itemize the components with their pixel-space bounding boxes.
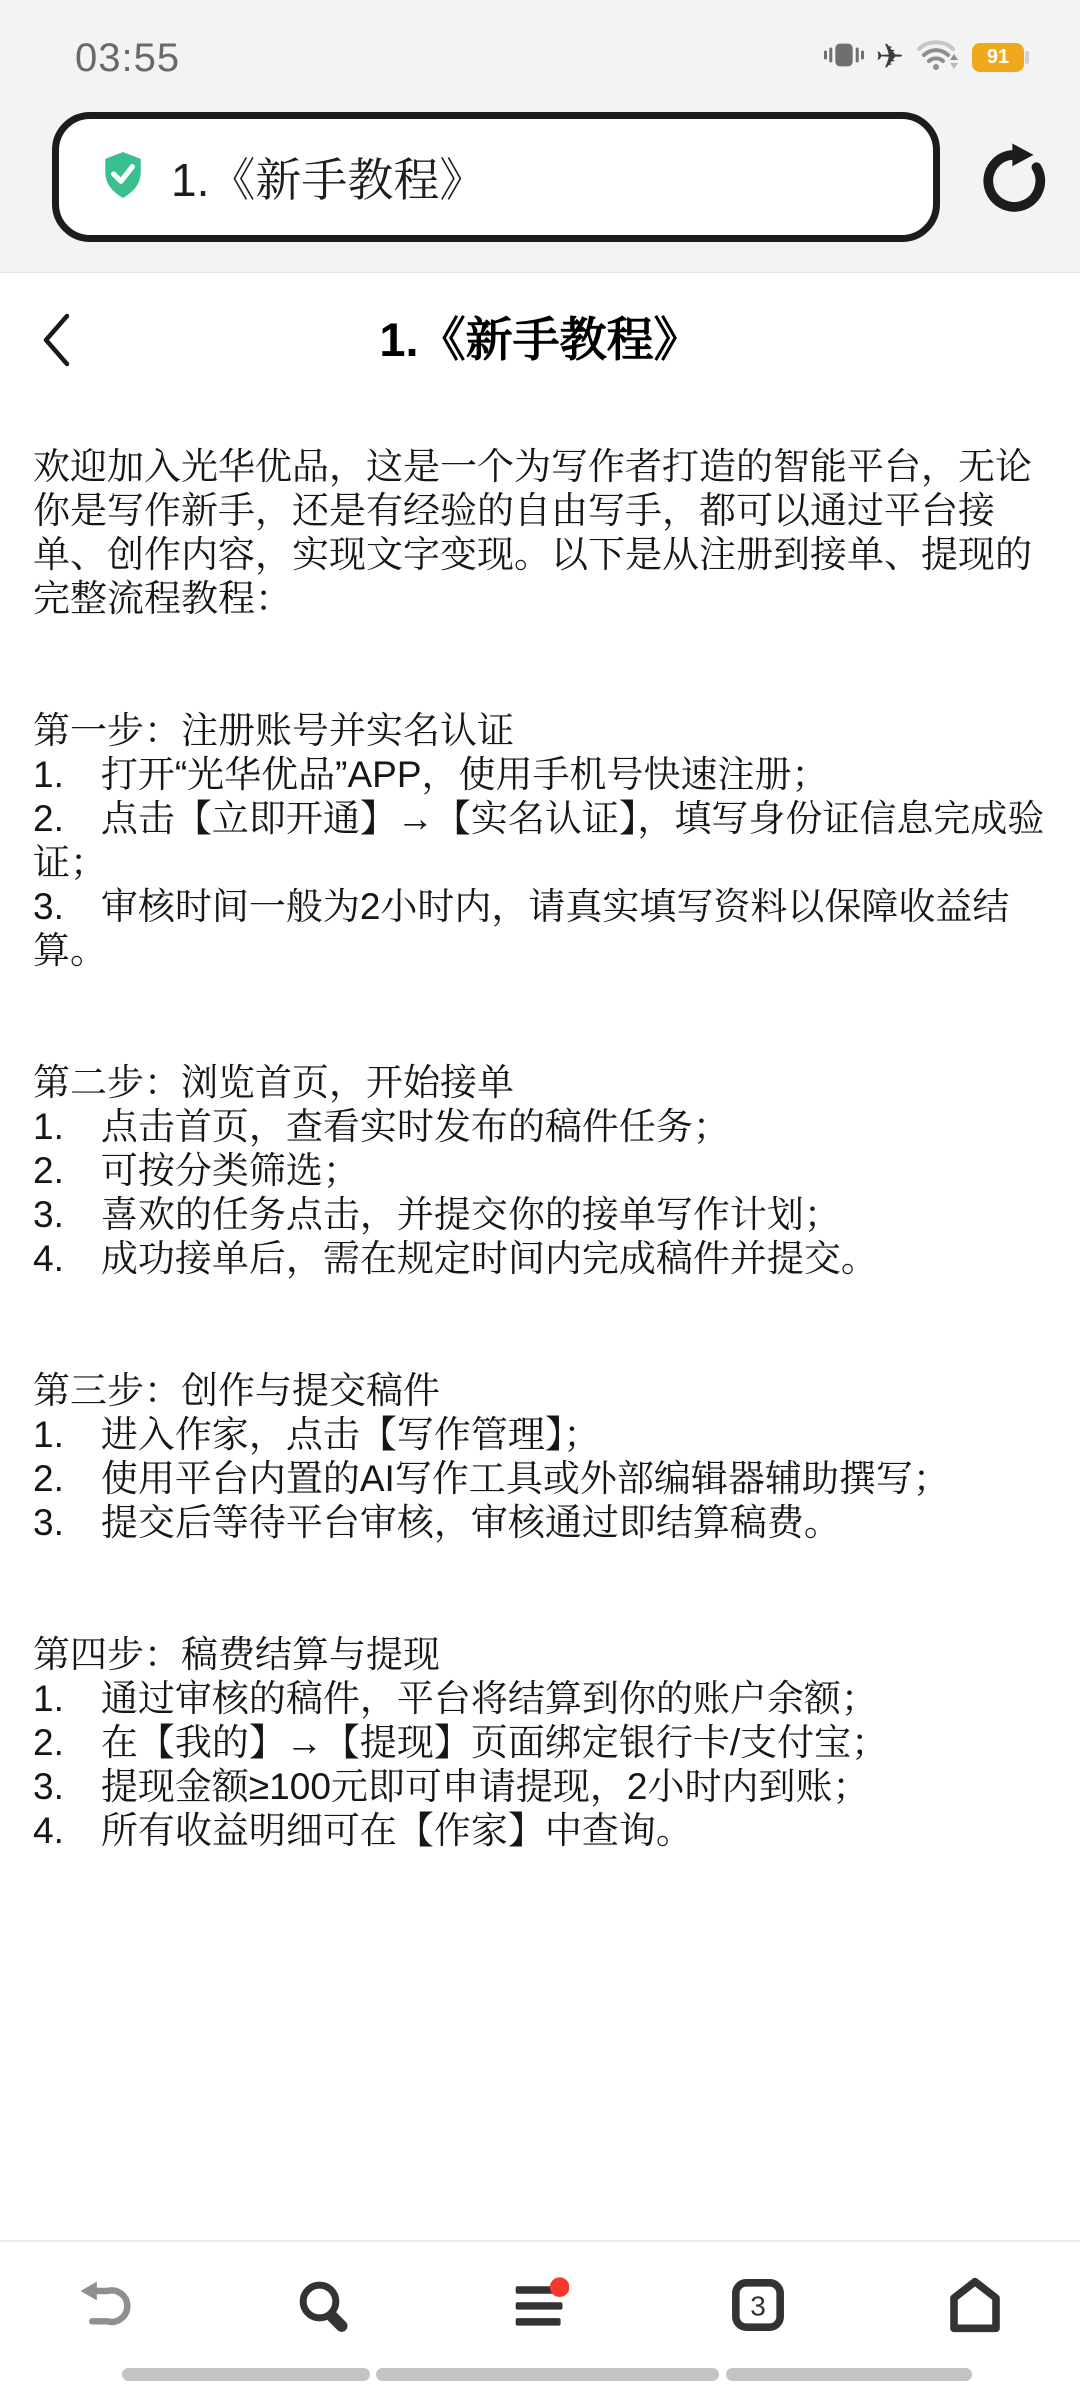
list-item: 1. 通过审核的稿件，平台将结算到你的账户余额； (33, 1678, 878, 1719)
vibrate-icon (824, 39, 864, 76)
list-item: 2. 点击【立即开通】→【实名认证】，填写身份证信息完成验证； (33, 798, 1045, 883)
home-button[interactable] (946, 2274, 1004, 2336)
menu-lines-icon (511, 2276, 569, 2334)
list-item: 4. 所有收益明细可在【作家】中查询。 (33, 1810, 693, 1851)
tab-count-icon (730, 2277, 786, 2333)
section-title: 第二步：浏览首页，开始接单 (33, 1062, 514, 1103)
notification-badge (550, 2277, 569, 2297)
list-item: 1. 进入作家，点击【写作管理】； (33, 1414, 601, 1455)
intro-paragraph: 欢迎加入光华优品，这是一个为写作者打造的智能平台，无论你是写作新手，还是有经验的自由写手，都可以通过平台接单、创作内容，实现文字变现。以下是从注册到接单、提现的完整流程教程： (33, 446, 1032, 619)
list-item: 3. 提交后等待平台审核，审核通过即结算稿费。 (33, 1502, 841, 1543)
home-icon (947, 2277, 1003, 2333)
chevron-left-icon (41, 313, 71, 367)
search-icon (295, 2277, 351, 2333)
battery-percent: 91 (986, 45, 1010, 68)
list-item: 4. 成功接单后，需在规定时间内完成稿件并提交。 (33, 1238, 878, 1279)
back-button[interactable] (76, 2274, 134, 2336)
battery-nub (1025, 51, 1029, 64)
refresh-button[interactable] (972, 134, 1056, 218)
section-title: 第四步：稿费结算与提现 (33, 1634, 440, 1675)
tabs-button[interactable] (729, 2274, 787, 2336)
tab-count: 3 (749, 2290, 766, 2322)
back-chevron-button[interactable] (41, 313, 71, 372)
grab-bar (726, 2368, 972, 2381)
article-body (33, 445, 1047, 1853)
grab-bar (122, 2368, 370, 2381)
list-item: 1. 点击首页，查看实时发布的稿件任务； (33, 1106, 730, 1147)
section-title: 第三步：创作与提交稿件 (33, 1370, 440, 1411)
list-item: 3. 审核时间一般为2小时内，请真实填写资料以保障收益结算。 (33, 886, 1010, 971)
list-item: 3. 提现金额≥100元即可申请提现，2小时内到账； (33, 1766, 870, 1807)
search-button[interactable] (294, 2274, 352, 2336)
page-header (0, 309, 1080, 373)
refresh-icon (975, 137, 1053, 215)
section-step-4 (33, 1633, 1047, 1853)
section-step-1 (33, 709, 1047, 973)
status-icon-cluster (824, 40, 1025, 74)
section-title: 第一步：注册账号并实名认证 (33, 710, 514, 751)
list-item: 2. 可按分类筛选； (33, 1150, 360, 1191)
status-clock: 03:55 (75, 36, 181, 80)
list-item: 2. 使用平台内置的AI写作工具或外部编辑器辅助撰写； (33, 1458, 950, 1499)
undo-arrow-icon (77, 2277, 133, 2333)
airplane-icon: ✈ (875, 38, 904, 76)
url-bar-title: 1.《新手教程》 (171, 154, 486, 206)
browser-toolbar (0, 2240, 1080, 2388)
bottom-grab-bars (0, 2368, 1080, 2382)
page-content (0, 273, 1080, 2242)
battery-icon (972, 43, 1024, 72)
list-item: 2. 在【我的】→【提现】页面绑定银行卡/支付宝； (33, 1722, 889, 1763)
grab-bar[interactable] (376, 2368, 719, 2381)
list-item: 3. 喜欢的任务点击，并提交你的接单写作计划； (33, 1194, 841, 1235)
menu-button[interactable] (511, 2274, 569, 2336)
section-step-2 (33, 1061, 1047, 1281)
section-step-3 (33, 1369, 1047, 1545)
url-bar[interactable] (52, 112, 940, 242)
page-title: 1.《新手教程》 (379, 313, 701, 366)
list-item: 1. 打开“光华优品”APP，使用手机号快速注册； (33, 754, 829, 795)
browser-header (0, 0, 1080, 273)
wifi-icon (916, 38, 960, 77)
shield-check-icon (99, 149, 147, 206)
